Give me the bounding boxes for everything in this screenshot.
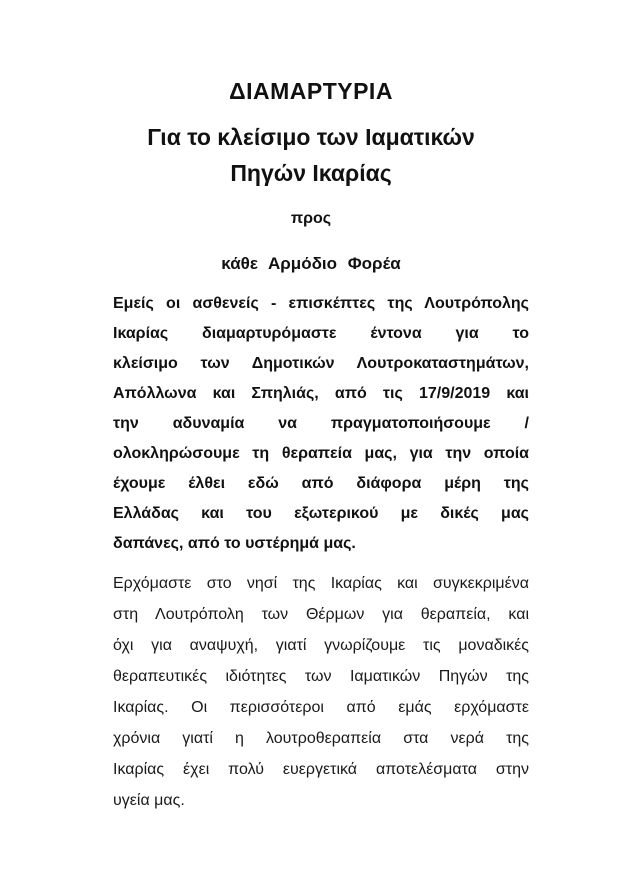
paragraph-line: Ελλάδας και του εξωτερικού με δικές μας <box>113 505 529 522</box>
paragraph-line: στη Λουτρόπολη των Θέρμων για θεραπεία, και <box>113 606 529 623</box>
paragraph-line: Ερχόμαστε στο νησί της Ικαρίας και συγκεκριμένα <box>113 575 529 592</box>
protest-paragraph <box>113 289 529 559</box>
paragraph-line: Ικαρίας έχει πολύ ευεργετικά αποτελέσματα στην <box>113 761 529 778</box>
paragraph-line: χρόνια γιατί η λουτροθεραπεία στα νερά της <box>113 730 529 747</box>
paragraph-line: την αδυναμία να πραγματοποιήσουμε / <box>113 415 529 432</box>
paragraph-line: Απόλλωνα και Σπηλιάς, από τις 17/9/2019 και <box>113 385 529 402</box>
paragraph-line: ολοκληρώσουμε τη θεραπεία μας, για την οποία <box>113 445 529 462</box>
recipient-line: κάθε Αρμόδιο Φορέα <box>221 254 401 273</box>
paragraph-line: Ικαρίας. Οι περισσότεροι από εμάς ερχόμαστε <box>113 699 529 716</box>
paragraph-line: υγεία μας. <box>113 792 185 809</box>
reason-paragraph <box>113 568 529 816</box>
to-line: προς <box>290 210 332 227</box>
subtitle-line-2: Πηγών Ικαρίας <box>230 160 392 186</box>
paragraph-line: έχουμε έλθει εδώ από διάφορα μέρη της <box>113 475 529 492</box>
subtitle-line-1: Για το κλείσιμο των Ιαματικών <box>147 124 475 150</box>
paragraph-line: Ικαρίας διαμαρτυρόμαστε έντονα για το <box>113 325 529 342</box>
paragraph-line: Εμείς οι ασθενείς - επισκέπτες της Λουτρόπολης <box>113 295 529 312</box>
document-title: ΔΙΑΜΑΡΤΥΡΙΑ <box>229 78 393 104</box>
paragraph-line: όχι για αναψυχή, γιατί γνωρίζουμε τις μοναδικές <box>113 637 529 654</box>
paragraph-line: κλείσιμο των Δημοτικών Λουτροκαταστημάτων, <box>113 355 529 372</box>
paragraph-line: δαπάνες, από το υστέρημά μας. <box>113 535 356 552</box>
paragraph-line: θεραπευτικές ιδιότητες των Ιαματικών Πηγών της <box>113 668 529 685</box>
